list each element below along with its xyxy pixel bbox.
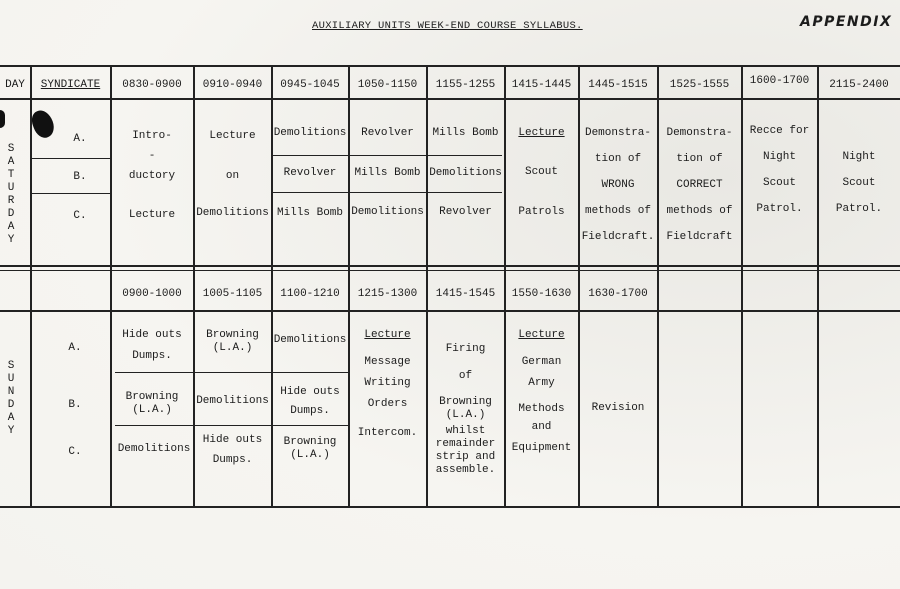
sat-scout-1: Lecture	[518, 127, 565, 139]
sun-firing-8: assemble.	[435, 464, 496, 476]
day-letter: A	[7, 412, 15, 424]
rule-sat-ab	[32, 158, 110, 159]
sat-correct-2: tion of	[676, 153, 723, 165]
day-letter: Y	[7, 234, 15, 246]
sun-c3-b1: Hide outs	[280, 386, 340, 398]
sat-night-1: Night	[842, 151, 876, 163]
sun-time-6: 1550-1630	[511, 288, 572, 300]
day-letter: U	[7, 182, 15, 194]
sun-syndicate-a: A.	[68, 342, 82, 354]
sat-correct-1: Demonstra-	[666, 127, 733, 139]
sun-c1-b1: Browning	[125, 391, 179, 403]
sat-lecture-2: on	[225, 170, 240, 182]
sat-time-4: 1050-1150	[357, 79, 418, 91]
sun-firing-2: of	[458, 370, 473, 382]
sun-german-6: Equipment	[511, 442, 572, 454]
sun-time-5: 1415-1545	[435, 288, 496, 300]
sat-time-7: 1445-1515	[588, 79, 648, 91]
sat-syndicate-c: C.	[73, 210, 87, 222]
sat-c4-c: Demolitions	[351, 206, 424, 218]
sun-c4-3: Writing	[364, 377, 411, 389]
vrule-11	[817, 65, 819, 507]
sun-firing-4: (L.A.)	[445, 409, 486, 421]
sat-c3-a: Demolitions	[273, 127, 347, 139]
header-syndicate: SYNDICATE	[40, 79, 101, 91]
sat-recce-4: Patrol.	[756, 203, 803, 215]
sat-wrong-2: tion of	[594, 153, 642, 165]
sun-german-5: and	[531, 421, 552, 433]
sun-german-3: Army	[528, 377, 555, 389]
rule-sat-bc	[32, 193, 110, 194]
sat-c4-a: Revolver	[361, 127, 414, 139]
sat-recce-3: Scout	[762, 177, 796, 189]
sat-recce-1: Recce for	[749, 125, 810, 137]
sat-night-2: Scout	[842, 177, 876, 189]
day-letter: A	[7, 221, 15, 233]
sat-night-3: Patrol.	[835, 203, 883, 215]
rule-sun-bc	[115, 425, 348, 426]
sat-wrong-5: Fieldcraft.	[581, 231, 655, 243]
sun-c4-5: Intercom.	[357, 427, 418, 439]
day-letter: T	[7, 169, 15, 181]
sun-firing-1: Firing	[445, 343, 486, 355]
sat-scout-3: Patrols	[518, 206, 565, 218]
sun-c2-b: Demolitions	[196, 395, 269, 407]
day-letter: R	[7, 195, 15, 207]
sun-time-2: 1005-1105	[202, 288, 263, 300]
sun-c3-c1: Browning	[283, 436, 337, 448]
sun-german-2: German	[521, 356, 562, 368]
document-title: AUXILIARY UNITS WEEK-END COURSE SYLLABUS.	[312, 20, 583, 32]
day-letter: S	[7, 360, 15, 372]
sat-wrong-1: Demonstra-	[584, 127, 651, 139]
sat-correct-3: CORRECT	[676, 179, 723, 191]
day-letter: N	[7, 386, 15, 398]
rule-sat-end-2	[0, 270, 900, 271]
sat-intro-1: Intro-	[132, 130, 172, 142]
rule-bottom	[0, 506, 900, 508]
sat-time-3: 0945-1045	[280, 79, 340, 91]
day-sunday	[4, 360, 18, 438]
vrule-1	[30, 65, 32, 507]
sun-c4-1: Lecture	[364, 329, 411, 341]
day-letter: D	[7, 399, 15, 411]
sat-recce-2: Night	[762, 151, 796, 163]
rule-sun-ab	[115, 372, 348, 373]
sat-time-1: 0830-0900	[122, 79, 182, 91]
rule-top	[0, 65, 900, 67]
sat-wrong-4: methods of	[584, 205, 651, 217]
sun-c4-2: Message	[364, 356, 411, 368]
day-letter: Y	[7, 425, 15, 437]
sat-scout-2: Scout	[524, 166, 558, 178]
sat-time-9: 1600-1700	[749, 75, 810, 87]
sun-c2-c2: Dumps.	[212, 454, 253, 466]
sun-german-1: Lecture	[518, 329, 565, 341]
sat-time-10: 2115-2400	[829, 79, 889, 91]
day-letter: D	[7, 208, 15, 220]
day-saturday	[4, 143, 18, 247]
sat-time-8: 1525-1555	[669, 79, 730, 91]
sun-c3-b2: Dumps.	[290, 405, 330, 417]
sun-c4-4: Orders	[367, 398, 408, 410]
rule-header	[0, 98, 900, 100]
sat-c5-c: Revolver	[439, 206, 492, 218]
sat-correct-4: methods of	[666, 205, 733, 217]
sun-c1-c: Demolitions	[117, 443, 191, 455]
day-letter: A	[7, 156, 15, 168]
ink-blot	[29, 107, 57, 140]
sat-time-5: 1155-1255	[435, 79, 496, 91]
ink-mark	[0, 110, 5, 128]
sun-c2-a2: (L.A.)	[212, 342, 253, 354]
appendix-label: APPENDIX	[800, 14, 893, 30]
sun-time-4: 1215-1300	[357, 288, 418, 300]
header-day: DAY	[5, 79, 25, 91]
sun-c1-a2: Dumps.	[132, 350, 172, 362]
rule-sun-header	[0, 310, 900, 312]
sat-c5-a: Mills Bomb	[432, 127, 499, 139]
rule-sat-end	[0, 265, 900, 267]
sat-syndicate-a: A.	[73, 133, 87, 145]
sun-c1-a1: Hide outs	[122, 329, 182, 341]
sun-syndicate-b: B.	[68, 399, 82, 411]
sun-firing-5: whilst	[445, 425, 486, 437]
rule-sat-cols-ab	[272, 155, 502, 156]
sat-c3-b: Revolver	[283, 167, 337, 179]
sun-firing-6: remainder	[435, 438, 496, 450]
sun-firing-7: strip and	[435, 451, 496, 463]
sat-correct-5: Fieldcraft	[666, 231, 733, 243]
sun-revision: Revision	[591, 402, 645, 414]
sat-syndicate-b: B.	[73, 171, 87, 183]
sun-time-1: 0900-1000	[122, 288, 182, 300]
sun-german-4: Methods	[518, 403, 565, 415]
sun-firing-3: Browning	[439, 396, 492, 408]
sat-time-2: 0910-0940	[202, 79, 263, 91]
day-letter: U	[7, 373, 15, 385]
sat-c4-b: Mills Bomb	[354, 167, 421, 179]
sun-time-7: 1630-1700	[588, 288, 648, 300]
sat-c3-c: Mills Bomb	[276, 207, 343, 219]
day-letter: S	[7, 143, 15, 155]
sat-wrong-3: WRONG	[601, 179, 635, 191]
sat-time-6: 1415-1445	[511, 79, 572, 91]
sun-c2-a1: Browning	[206, 329, 259, 341]
sat-intro-2: -	[148, 150, 156, 162]
sun-syndicate-c: C.	[68, 446, 82, 458]
sat-intro-4: Lecture	[128, 209, 176, 221]
sun-c1-b2: (L.A.)	[132, 404, 172, 416]
sun-c3-a: Demolitions	[273, 334, 347, 346]
sat-c5-b: Demolitions	[429, 167, 502, 179]
sat-lecture-1: Lecture	[209, 130, 256, 142]
rule-sat-cols-bc	[272, 192, 502, 193]
sun-c3-c2: (L.A.)	[290, 449, 330, 461]
sun-time-3: 1100-1210	[280, 288, 340, 300]
sat-lecture-3: Demolitions	[196, 207, 269, 219]
sun-c2-c1: Hide outs	[202, 434, 263, 446]
sat-intro-3: ductory	[128, 170, 176, 182]
